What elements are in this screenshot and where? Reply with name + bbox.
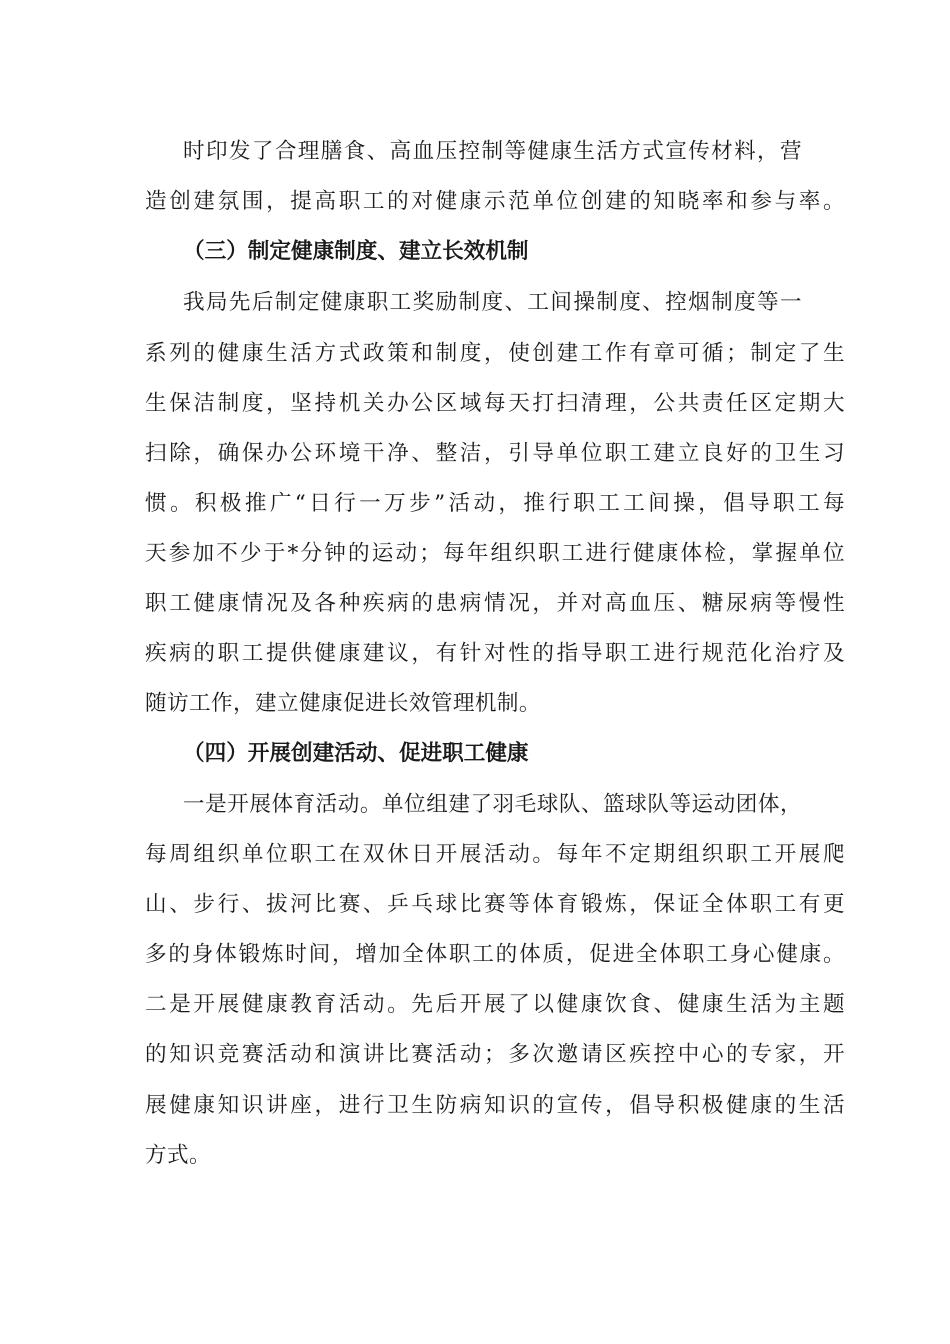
paragraph-line: 系列的健康生活方式政策和制度，使创建工作有章可循；制定了生: [145, 341, 845, 366]
paragraph-line: 时印发了合理膳食、高血压控制等健康生活方式宣传材料，营: [183, 139, 802, 164]
section-heading-4: （四）开展创建活动、促进职工健康: [183, 741, 529, 766]
paragraph-line: 造创建氛围，提高职工的对健康示范单位创建的知晓率和参与率。: [145, 189, 845, 214]
section-heading-3: （三）制定健康制度、建立长效机制: [183, 239, 529, 264]
paragraph-line: 天参加不少于*分钟的运动；每年组织职工进行健康体检，掌握单位: [145, 541, 845, 566]
paragraph-line: 扫除，确保办公环境干净、整洁，引导单位职工建立良好的卫生习: [145, 441, 845, 466]
paragraph-line: 随访工作，建立健康促进长效管理机制。: [145, 691, 541, 716]
paragraph-line: 多的身体锻炼时间，增加全体职工的体质，促进全体职工身心健康。: [145, 942, 845, 967]
paragraph-line: 每周组织单位职工在双休日开展活动。每年不定期组织职工开展爬: [145, 842, 845, 867]
paragraph-line: 的知识竞赛活动和演讲比赛活动；多次邀请区疾控中心的专家，开: [145, 1042, 845, 1067]
paragraph-line: 生保洁制度，坚持机关办公区域每天打扫清理，公共责任区定期大: [145, 391, 845, 416]
paragraph-line: 山、步行、拔河比赛、乒乓球比赛等体育锻炼，保证全体职工有更: [145, 892, 845, 917]
paragraph-line: 二是开展健康教育活动。先后开展了以健康饮食、健康生活为主题: [145, 992, 845, 1017]
paragraph-line: 疾病的职工提供健康建议，有针对性的指导职工进行规范化治疗及: [145, 641, 845, 666]
paragraph-line: 一是开展体育活动。单位组建了羽毛球队、篮球队等运动团体，: [183, 792, 802, 817]
paragraph-line: 职工健康情况及各种疾病的患病情况，并对高血压、糖尿病等慢性: [145, 591, 845, 616]
paragraph-line: 展健康知识讲座，进行卫生防病知识的宣传，倡导积极健康的生活: [145, 1093, 845, 1118]
paragraph-line: 惯。积极推广“日行一万步”活动，推行职工工间操，倡导职工每: [145, 491, 845, 516]
paragraph-line: 方式。: [145, 1143, 211, 1168]
paragraph-line: 我局先后制定健康职工奖励制度、工间操制度、控烟制度等一: [183, 290, 802, 315]
